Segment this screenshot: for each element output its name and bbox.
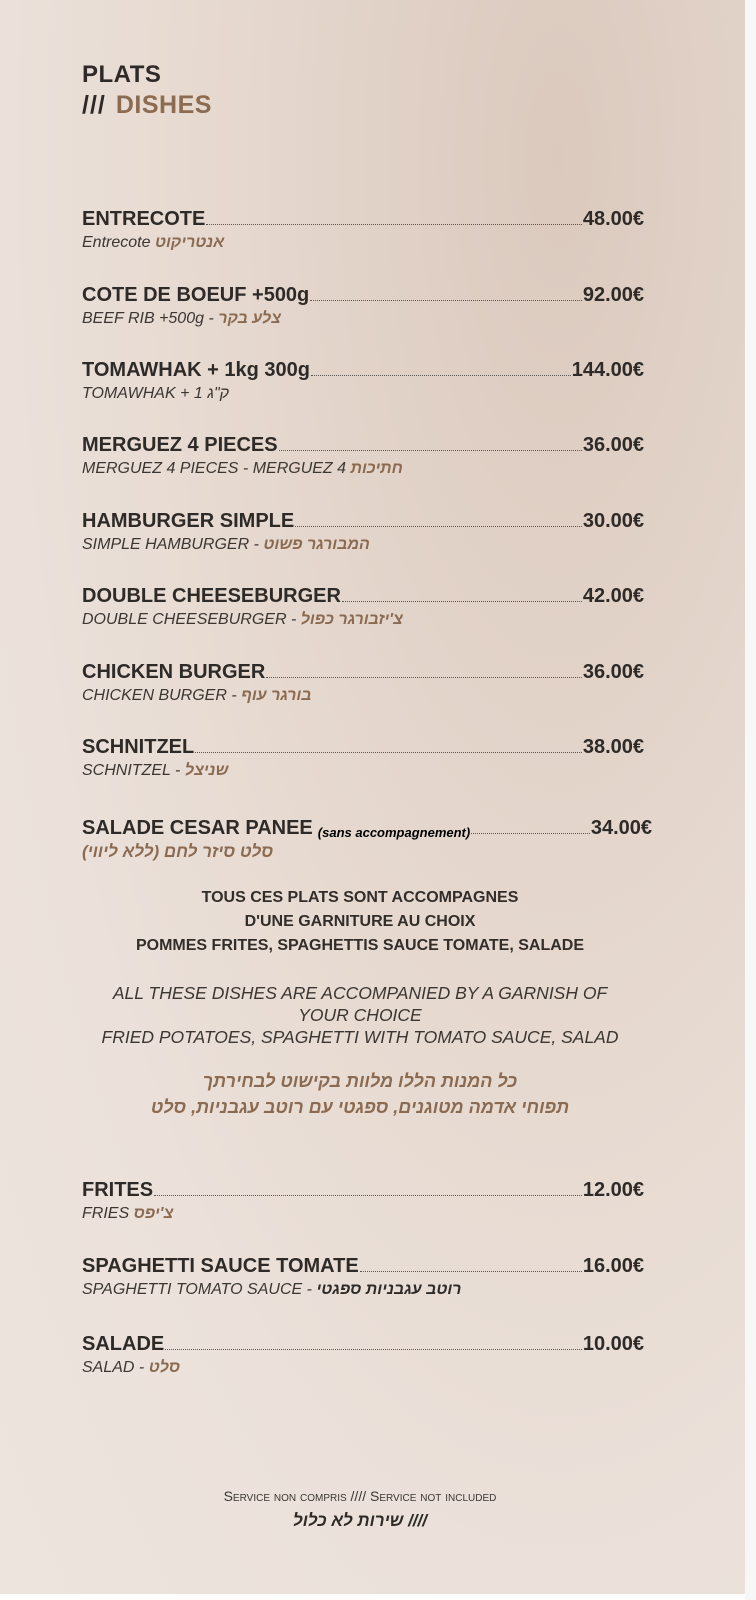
- item-price: 16.00€: [582, 1255, 644, 1277]
- subtitle-en: BEEF RIB +500g -: [82, 310, 219, 327]
- subtitle-en: SALAD -: [82, 1359, 149, 1376]
- subtitle-en: FRIES: [82, 1205, 134, 1222]
- item-price: 92.00€: [582, 284, 644, 306]
- garnish-en-line: YOUR CHOICE: [298, 1005, 422, 1025]
- menu-item-cote-de-boeuf: [82, 279, 644, 329]
- heading-dishes: [82, 90, 212, 120]
- heading-slashes: ///: [82, 91, 106, 119]
- item-price: 144.00€: [571, 359, 644, 381]
- subtitle-en: SIMPLE HAMBURGER -: [82, 536, 264, 553]
- subtitle-en: Entrecote: [82, 234, 155, 251]
- menu-item-hamburger-simple: [82, 505, 644, 555]
- menu-heading: [82, 60, 212, 120]
- item-price: 38.00€: [582, 736, 644, 758]
- item-subtitle: [82, 761, 644, 781]
- subtitle-he: צ'יפס: [133, 1205, 174, 1222]
- dot-leader: [360, 1270, 582, 1272]
- item-subtitle: [82, 1204, 644, 1224]
- item-price: 36.00€: [582, 661, 644, 683]
- subtitle-en: SPAGHETTI TOMATO SAUCE -: [82, 1281, 317, 1298]
- item-name: TOMAWHAK + 1kg 300g: [82, 359, 311, 381]
- subtitle-en: CHICKEN BURGER -: [82, 687, 242, 704]
- dot-leader: [266, 676, 581, 678]
- item-subtitle: [82, 1280, 644, 1300]
- subtitle-he: שניצל: [184, 762, 229, 779]
- menu-item-salade: [82, 1328, 644, 1378]
- item-name: SALADE: [82, 1333, 165, 1355]
- subtitle-he: סלט: [148, 1359, 181, 1376]
- item-note: (sans accompagnement): [317, 825, 471, 840]
- subtitle-he: רוטב עגבניות ספגטי: [316, 1281, 462, 1298]
- garnish-info-he: [70, 1068, 650, 1120]
- item-subtitle: [82, 1358, 644, 1378]
- garnish-en-line: ALL THESE DISHES ARE ACCOMPANIED BY A GARNISH OF: [112, 983, 608, 1003]
- dot-leader: [195, 751, 582, 753]
- service-note-he: //// שירות לא כלול: [293, 1511, 427, 1530]
- subtitle-en: MERGUEZ 4 PIECES - MERGUEZ 4: [82, 460, 351, 477]
- garnish-fr-line: POMMES FRITES, SPAGHETTIS SAUCE TOMATE, SALADE: [135, 937, 585, 954]
- item-name: ENTRECOTE: [82, 208, 206, 230]
- garnish-en-line: FRIED POTATOES, SPAGHETTI WITH TOMATO SAUCE, SALAD: [101, 1027, 619, 1047]
- subtitle-he: חתיכות: [350, 460, 403, 477]
- item-subtitle: [82, 610, 644, 630]
- subtitle-en: TOMAWHAK + 1: [82, 385, 208, 402]
- dot-leader: [165, 1348, 582, 1350]
- menu-item-schnitzel: [82, 731, 644, 781]
- subtitle-en: DOUBLE CHEESEBURGER -: [82, 611, 301, 628]
- item-name: SCHNITZEL: [82, 736, 195, 758]
- item-subtitle: [82, 459, 644, 479]
- item-price: 12.00€: [582, 1179, 644, 1201]
- subtitle-he: צלע בקר: [218, 310, 281, 327]
- item-name: MERGUEZ 4 PIECES: [82, 434, 278, 456]
- garnish-fr-line: D'UNE GARNITURE AU CHOIX: [244, 913, 476, 930]
- dot-leader: [342, 600, 582, 602]
- dot-leader: [311, 374, 571, 376]
- page-edge: [745, 0, 756, 1600]
- item-price: 10.00€: [582, 1333, 644, 1355]
- garnish-fr-line: TOUS CES PLATS SONT ACCOMPAGNES: [201, 889, 519, 906]
- item-name: CHICKEN BURGER: [82, 661, 266, 683]
- menu-item-double-cheeseburger: [82, 580, 644, 630]
- item-subtitle: [82, 686, 644, 706]
- heading-dishes-word: DISHES: [115, 91, 212, 119]
- item-price: 36.00€: [582, 434, 644, 456]
- subtitle-he: ק"ג: [207, 385, 230, 402]
- garnish-he-line: כל המנות הללו מלוות בקישוט לבחירתך: [202, 1071, 518, 1091]
- dot-leader: [279, 449, 582, 451]
- menu-item-entrecote: [82, 203, 644, 253]
- heading-plats: PLATS: [82, 61, 162, 88]
- menu-item-tomawhak: [82, 354, 644, 404]
- menu-item-chicken-burger: [82, 656, 644, 706]
- subtitle-he: המבורגר פשוט: [263, 536, 370, 553]
- dot-leader: [206, 223, 581, 225]
- garnish-info-en: [70, 982, 650, 1048]
- item-name: SPAGHETTI SAUCE TOMATE: [82, 1255, 359, 1277]
- item-name: DOUBLE CHEESEBURGER: [82, 585, 341, 607]
- garnish-info-fr: [70, 886, 650, 958]
- dot-leader: [295, 525, 582, 527]
- item-subtitle: [82, 384, 644, 404]
- item-name: COTE DE BOEUF +500g: [82, 284, 310, 306]
- garnish-he-line: תפוחי אדמה מטוגנים, ספגטי עם רוטב עגבניות, סלט: [150, 1097, 570, 1117]
- menu-item-salade-cesar: [82, 812, 652, 862]
- item-price: 48.00€: [582, 208, 644, 230]
- item-name: HAMBURGER SIMPLE: [82, 510, 295, 532]
- subtitle-en: SCHNITZEL -: [82, 762, 185, 779]
- menu-item-frites: [82, 1174, 644, 1224]
- dot-leader: [310, 299, 582, 301]
- dot-leader: [471, 832, 590, 834]
- item-name: FRITES: [82, 1179, 154, 1201]
- item-subtitle: [82, 309, 644, 329]
- item-price: 34.00€: [590, 817, 652, 839]
- item-name: SALADE CESAR PANEE: [82, 817, 313, 839]
- service-footer: [100, 1486, 620, 1533]
- subtitle-he: בורגר עוף: [241, 687, 312, 704]
- item-price: 42.00€: [582, 585, 644, 607]
- item-subtitle-he: סלט סיזר לחם (ללא ליווי): [82, 842, 274, 861]
- subtitle-he: צ'יזבורגר כפול: [300, 611, 403, 628]
- dot-leader: [154, 1194, 582, 1196]
- subtitle-he: אנטריקוט: [154, 234, 225, 251]
- item-price: 30.00€: [582, 510, 644, 532]
- item-subtitle: [82, 233, 644, 253]
- menu-item-spaghetti: [82, 1250, 644, 1300]
- item-subtitle: [82, 535, 644, 555]
- menu-item-merguez: [82, 429, 644, 479]
- service-note-fr-en: Service non compris //// Service not included: [223, 1488, 497, 1504]
